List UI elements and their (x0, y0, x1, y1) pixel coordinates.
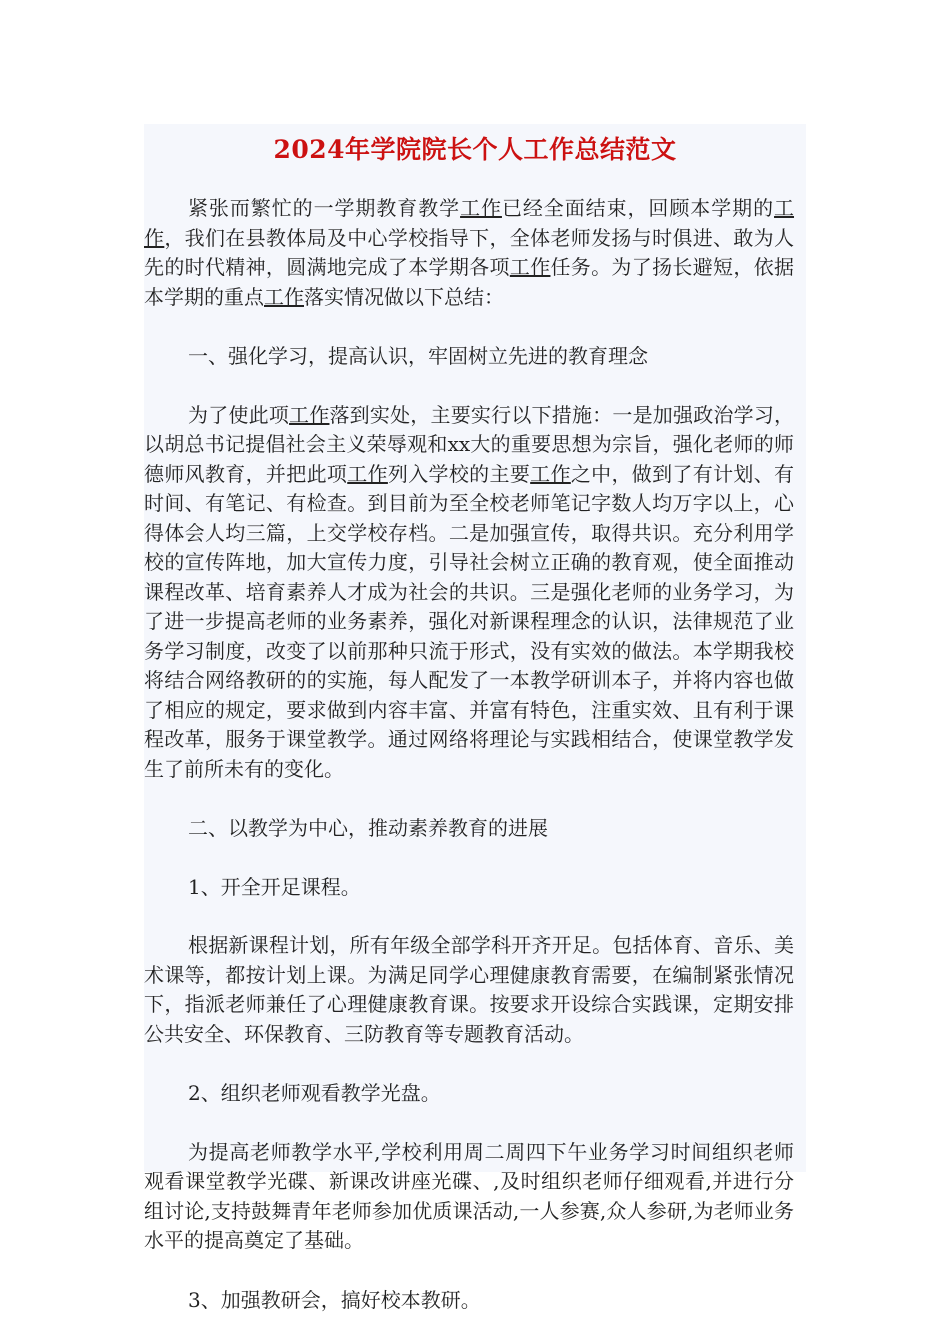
paragraph-text: 落实情况做以下总结： (304, 284, 504, 309)
work-link[interactable]: 工作 (347, 461, 388, 486)
work-link[interactable]: 工作 (460, 196, 502, 220)
paragraph-text: 任务。为了扬长避短，依据本学期的重点 (144, 255, 795, 309)
work-link[interactable]: 工作 (144, 196, 795, 250)
section-heading (144, 814, 794, 844)
paragraph-text: 根据新课程计划，所有年级全部学科开齐开足。包括体育、音乐、美术课等，都按计划上课。为满足同学心理健康教育需要，在编制紧张情况下，指派老师兼任了心理健康教育课。按要求开设综合实践课，定期安排公共安全、环保教育、三防教育等专题教育活动。 (144, 933, 794, 1046)
paragraph-text: 为提高老师教学水平,学校利用周二周四下午业务学习时间组织老师观看课堂教学光碟、新课改讲座光碟、,及时组织老师仔细观看,并进行分组讨论,支持鼓舞青年老师参加优质课活动,一人参赛,众人参研,为老师业务水平的提高奠定了基础。 (144, 1139, 794, 1252)
section-heading (144, 1079, 794, 1109)
paragraph-text: 紧张而繁忙的一学期教育教学 (188, 196, 461, 220)
paragraph-text: 2、组织老师观看教学光盘。 (188, 1081, 441, 1105)
paragraph-text: 为了使此项 (188, 402, 290, 427)
paragraph (144, 931, 794, 1049)
paragraph-text: 列入学校的主要 (387, 461, 531, 486)
paragraph (144, 194, 794, 312)
work-link[interactable]: 工作 (264, 284, 304, 309)
paragraph-text: 3、加强教研会，搞好校本教研。 (188, 1287, 481, 1312)
paragraph-text: 1、开全开足课程。 (188, 874, 361, 899)
work-link[interactable]: 工作 (289, 402, 330, 427)
work-link[interactable]: 工作 (509, 255, 551, 279)
document-body (144, 194, 794, 1344)
section-heading (144, 873, 794, 903)
section-heading (144, 342, 794, 372)
paragraph-text: 已经全面结束，回顾本学期的 (501, 196, 775, 220)
section-heading (144, 1286, 794, 1316)
work-link[interactable]: 工作 (530, 461, 571, 486)
paragraph (144, 1138, 794, 1256)
paragraph-text: 二、以教学为中心，推动素养教育的进展 (188, 816, 548, 840)
paragraph-text: 之中，做到了有计划、有时间、有笔记、有检查。到目前为至全校老师笔记字数人均万字以上，心得体会人均三篇，上交学校存档。二是加强宣传，取得共识。充分利用学校的宣传阵地，加大宣传力度，引导社会树立正确的教育观，使全面推动课程改革、培育素养人才成为社会的共识。三是强化老师的业务学习，为了进一步提高老师的业务素养，强化对新课程理念的认识，法律规范了业务学习制度，改变了以前那种只流于形式，没有实效的做法。本学期我校将结合网络教研的的实施，每人配发了一本教学研训本子，并将内容也做了相应的规定，要求做到内容丰富、并富有特色，注重实效、且有利于课程改革，服务于课堂教学。通过网络将理论与实践相结合，使课堂教学发生了前所未有的变化。 (144, 461, 795, 781)
document-title: 2024年学院院长个人工作总结范文 (273, 135, 677, 164)
paragraph-text: ，我们在县教体局及中心学校指导下，全体老师发扬与时俱进、敢为人先的时代精神，圆满地完成了本学期各项 (144, 225, 795, 279)
paragraph-text: 一、强化学习，提高认识，牢固树立先进的教育理念 (188, 344, 648, 368)
paragraph-text: 落到实处，主要实行以下措施：一是加强政治学习，以胡总书记提倡社会主义荣辱观和xx大的重要思想为宗旨，强化老师的师德师风教育，并把此项 (144, 402, 795, 486)
paragraph (144, 401, 794, 785)
